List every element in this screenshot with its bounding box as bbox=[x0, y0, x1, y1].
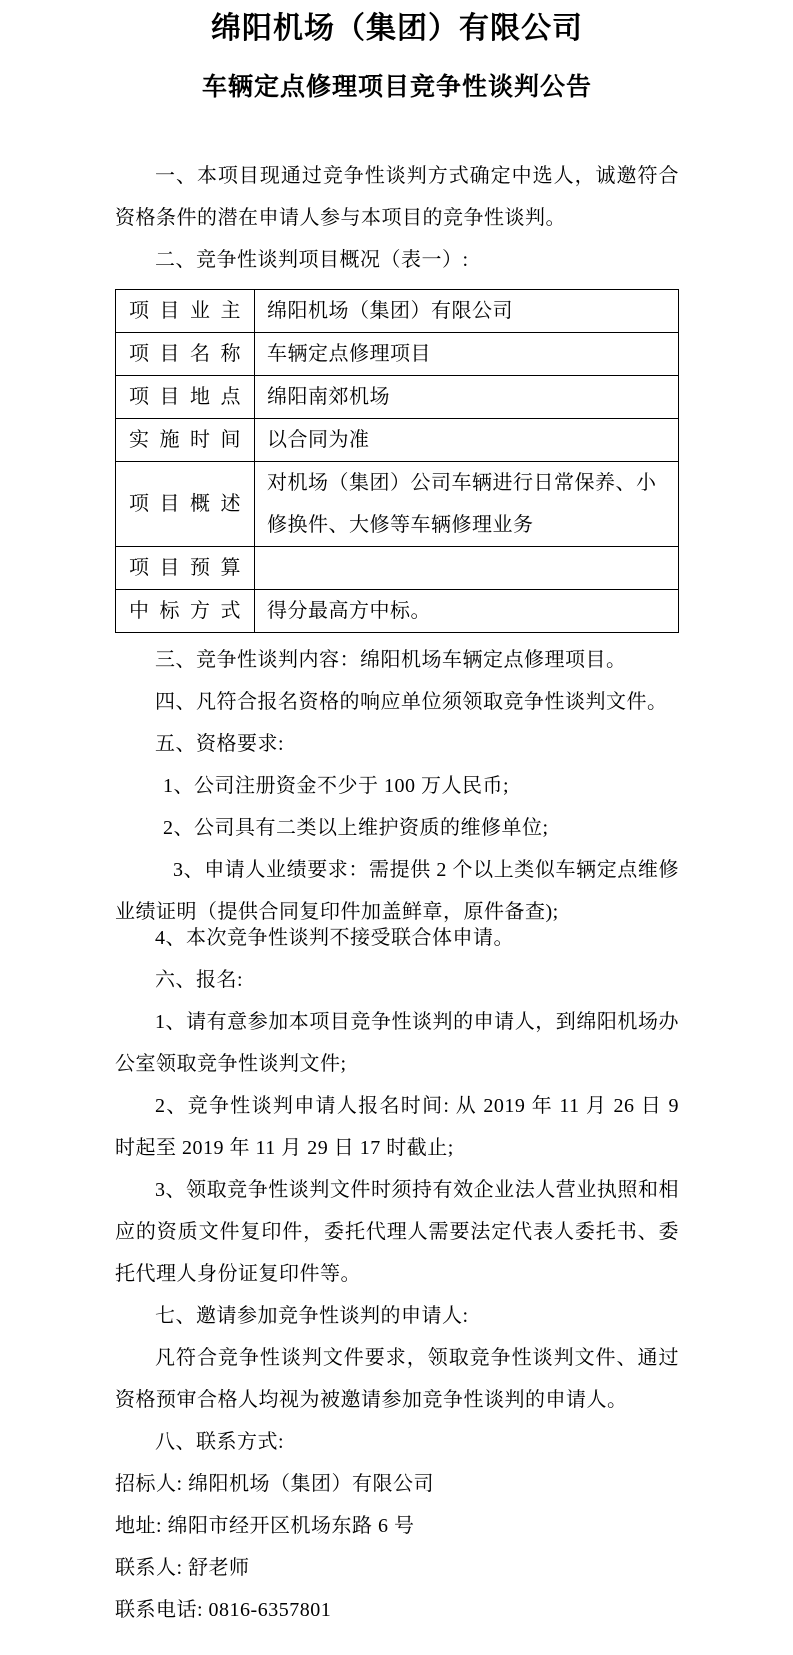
section-1-intro: 一、本项目现通过竞争性谈判方式确定中选人，诚邀符合资格条件的潜在申请人参与本项目的竞争性谈判。 bbox=[115, 164, 679, 229]
contact-bidder: 招标人: 绵阳机场（集团）有限公司 bbox=[115, 1472, 435, 1495]
section-6-registration-heading: 六、报名: bbox=[155, 968, 244, 991]
table-row-label: 项目概述 bbox=[116, 461, 255, 546]
qualification-item-1: 1、公司注册资金不少于 100 万人民币; bbox=[163, 774, 510, 797]
document-subtitle: 车辆定点修理项目竞争性谈判公告 bbox=[201, 73, 592, 101]
table-row-value bbox=[255, 546, 679, 589]
qualification-item-3: 3、申请人业绩要求：需提供 2 个以上类似车辆定点维修业绩证明（提供合同复印件加盖鲜章，原件备查); bbox=[115, 858, 679, 923]
section-4-requirement: 四、凡符合报名资格的响应单位须领取竞争性谈判文件。 bbox=[155, 690, 668, 713]
qualification-item-4: 4、本次竞争性谈判不接受联合体申请。 bbox=[155, 926, 514, 949]
table-row-budget bbox=[116, 546, 679, 589]
table-row-value: 绵阳机场（集团）有限公司 bbox=[255, 289, 679, 332]
section-3-content: 三、竞争性谈判内容：绵阳机场车辆定点修理项目。 bbox=[155, 648, 627, 671]
table-row-value: 得分最高方中标。 bbox=[255, 589, 679, 632]
section-8-contact-heading: 八、联系方式: bbox=[155, 1430, 285, 1453]
registration-item-3: 3、领取竞争性谈判文件时须持有效企业法人营业执照和相应的资质文件复印件，委托代理人需要法定代表人委托书、委托代理人身份证复印件等。 bbox=[115, 1178, 679, 1285]
table-row-schedule bbox=[116, 418, 679, 461]
table-row-owner bbox=[116, 289, 679, 332]
project-overview-table bbox=[115, 289, 679, 633]
registration-item-1: 1、请有意参加本项目竞争性谈判的申请人，到绵阳机场办公室领取竞争性谈判文件; bbox=[115, 1010, 679, 1075]
table-row-location bbox=[116, 375, 679, 418]
table-row-project-name bbox=[116, 332, 679, 375]
section-5-qualifications-heading: 五、资格要求: bbox=[155, 732, 285, 755]
qualification-item-2: 2、公司具有二类以上维护资质的维修单位; bbox=[163, 816, 549, 839]
registration-item-2: 2、竞争性谈判申请人报名时间: 从 2019 年 11 月 26 日 9 时起至 2019 年 11 月 29 日 17 时截止; bbox=[115, 1094, 679, 1159]
table-row-award-method bbox=[116, 589, 679, 632]
table-row-value: 绵阳南郊机场 bbox=[255, 375, 679, 418]
table-row-value: 车辆定点修理项目 bbox=[255, 332, 679, 375]
table-row-label: 中标方式 bbox=[116, 589, 255, 632]
contact-address: 地址: 绵阳市经开区机场东路 6 号 bbox=[115, 1514, 415, 1537]
contact-phone: 联系电话: 0816-6357801 bbox=[115, 1598, 332, 1621]
table-row-label: 项目预算 bbox=[116, 546, 255, 589]
table-row-value: 对机场（集团）公司车辆进行日常保养、小修换件、大修等车辆修理业务 bbox=[255, 461, 679, 546]
table-row-value: 以合同为准 bbox=[255, 418, 679, 461]
contact-person: 联系人: 舒老师 bbox=[115, 1556, 250, 1579]
table-row-summary bbox=[116, 461, 679, 546]
table-row-label: 实施时间 bbox=[116, 418, 255, 461]
section-7-invitation-body: 凡符合竞争性谈判文件要求，领取竞争性谈判文件、通过资格预审合格人均视为被邀请参加竞争性谈判的申请人。 bbox=[115, 1346, 679, 1411]
table-row-label: 项目名称 bbox=[116, 332, 255, 375]
table-row-label: 项目业主 bbox=[116, 289, 255, 332]
section-7-invitation-heading: 七、邀请参加竞争性谈判的申请人: bbox=[155, 1304, 469, 1327]
section-2-table-heading: 二、竞争性谈判项目概况（表一）: bbox=[155, 248, 469, 271]
table-row-label: 项目地点 bbox=[116, 375, 255, 418]
document-title: 绵阳机场（集团）有限公司 bbox=[211, 12, 583, 45]
